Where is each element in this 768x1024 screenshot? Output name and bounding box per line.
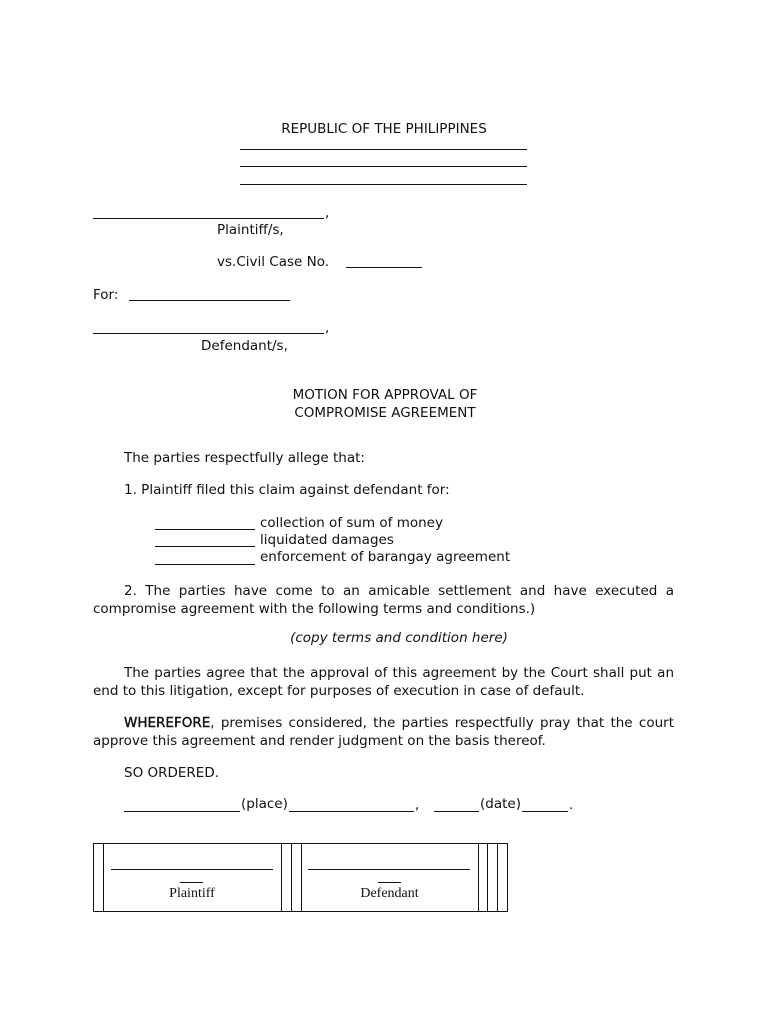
for-label: For:	[93, 287, 119, 303]
date-label: (date)	[480, 796, 521, 812]
comma: ,	[415, 797, 420, 813]
wherefore-paragraph	[93, 714, 674, 750]
option-enforcement: enforcement of barangay agreement	[260, 549, 511, 565]
defendant-label: Defendant/s,	[201, 338, 288, 354]
signature-table	[93, 843, 508, 912]
defendant-signature-label: Defendant	[360, 886, 419, 901]
republic-heading	[0, 121, 768, 137]
table-divider	[291, 844, 292, 911]
option-collection: collection of sum of money	[260, 515, 443, 531]
motion-title-line2: COMPROMISE AGREEMENT	[294, 405, 476, 421]
motion-title	[0, 386, 768, 422]
wherefore-word: WHEREFORE	[124, 715, 211, 731]
intro-text: The parties respectfully allege that:	[124, 450, 365, 466]
option-line-3	[155, 564, 255, 565]
court-line-1	[240, 149, 527, 150]
court-line-3	[240, 184, 527, 185]
option-line-2	[155, 546, 255, 547]
item2-paragraph	[93, 582, 674, 618]
for-line	[129, 300, 290, 301]
plaintiff-label: Plaintiff/s,	[217, 222, 284, 238]
agreement-text: The parties agree that the approval of this agreement by the Court shall put an end to this litigation, except for purposes of execution in case of default.	[93, 665, 674, 699]
copy-terms-note	[0, 630, 768, 646]
motion-title-line1: MOTION FOR APPROVAL OF	[292, 387, 478, 403]
table-divider	[281, 844, 282, 911]
court-line-2	[240, 166, 527, 167]
civil-case-label: vs.Civil Case No.	[217, 254, 330, 270]
table-divider	[478, 844, 479, 911]
place-label: (place)	[241, 796, 288, 812]
comma: ,	[325, 205, 330, 221]
plaintiff-name-line	[93, 218, 324, 219]
so-ordered: SO ORDERED.	[124, 765, 220, 781]
civil-case-number-line	[346, 267, 422, 268]
comma: ,	[325, 320, 330, 336]
table-divider	[497, 844, 498, 911]
wherefore-text: , premises considered, the parties respectfully pray that the court approve this agreement and render judgment on the basis thereof.	[93, 715, 674, 749]
plaintiff-short-line	[180, 882, 203, 883]
defendant-name-line	[93, 333, 324, 334]
period: .	[569, 797, 574, 813]
item2-text: 2. The parties have come to an amicable settlement and have executed a compromise agreement with the following terms and conditions.)	[93, 583, 674, 617]
item1-text: 1. Plaintiff filed this claim against defendant for:	[124, 482, 450, 498]
defendant-short-line	[378, 882, 401, 883]
option-line-1	[155, 529, 255, 530]
table-divider	[487, 844, 488, 911]
defendant-signature-line	[308, 869, 470, 870]
plaintiff-signature-label: Plaintiff	[169, 886, 215, 901]
copy-terms-text: (copy terms and condition here)	[290, 630, 508, 646]
republic-heading-text: REPUBLIC OF THE PHILIPPINES	[281, 121, 487, 137]
option-damages: liquidated damages	[260, 532, 394, 548]
agreement-paragraph	[93, 664, 674, 700]
plaintiff-signature-line	[111, 869, 273, 870]
